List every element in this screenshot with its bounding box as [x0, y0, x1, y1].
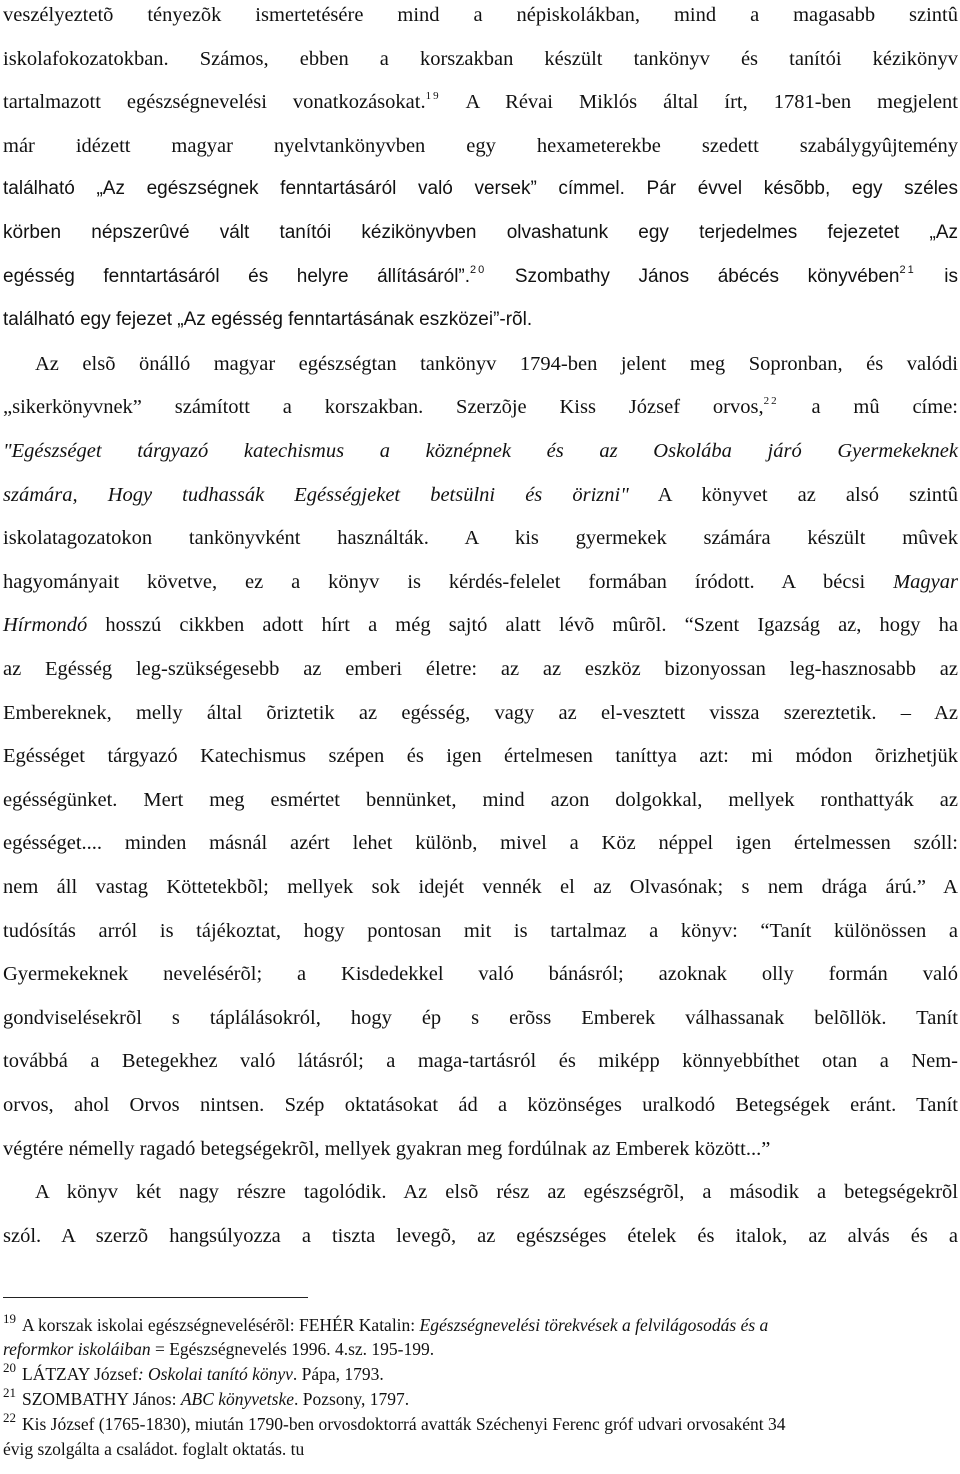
text-run: A könyvet az alsó szintû: [628, 483, 958, 506]
text-run: továbbá a Betegekhez való látásról; a maga-tartásról és miképp könnyebbíthet otan a Nem-: [3, 1050, 958, 1073]
text-run: Gyermekeknek nevelésérõl; a Kisdedekkel való bánásról; azoknak olly formán való: [3, 963, 958, 986]
footnote-reference: 21: [899, 263, 916, 276]
text-run: hagyományait követve, ez a könyv is kérdés-felelet formában íródott. A bécsi: [3, 570, 894, 593]
text-line: [3, 1046, 958, 1076]
text-run: már idézett magyar nyelvtankönyvben egy hexameterekbe szedett szabálygyûjtemény: [3, 134, 958, 157]
text-run: . Pozsony, 1797.: [294, 1389, 410, 1409]
text-line: [3, 610, 958, 640]
text-line: [3, 1134, 958, 1164]
text-line: [3, 174, 958, 204]
footnote-number: 20: [3, 1360, 16, 1375]
footnote-number: 21: [3, 1385, 16, 1400]
text-line: [3, 392, 958, 422]
text-line: [3, 698, 958, 728]
text-run: orvos, ahol Orvos nintsen. Szép oktatásokat ád a közönséges uralkodó Betegségek eránt. Tanít: [3, 1094, 958, 1116]
text-run: tartalmazott egészségnevelési vonatkozásokat.: [3, 91, 426, 114]
text-line: [3, 436, 958, 466]
text-run: évig szolgálta a családot. foglalt oktatás. tu: [3, 1439, 305, 1459]
text-line: [3, 916, 958, 946]
text-run: Egésséget tárgyazó Katechismus szépen és igen értelmesen taníttya azt: mi módon õrizhetjük: [3, 745, 958, 768]
text-line: [3, 218, 958, 248]
text-run: körben népszerûvé vált tanítói kézikönyvben olvashatunk egy terjedelmes fejezetet „Az: [3, 222, 958, 243]
text-run: található „Az egészségnek fenntartásáról való versek” címmel. Pár évvel késõbb, egy széles: [3, 178, 958, 200]
text-run: Szombathy János ábécés könyvében: [486, 265, 900, 287]
footnote-line: [3, 1313, 958, 1337]
footnote-line: [3, 1387, 958, 1411]
text-run: LÁTZAY József: [22, 1364, 138, 1384]
text-run: hosszú cikkben adott hírt a még sajtó alatt lévõ mûrõl. “Szent Igazság az, hogy ha: [87, 614, 958, 637]
italic-text: Egészségnevelési törekvések a felvilágosodás és a: [419, 1315, 769, 1335]
text-run: A Révai Miklós által írt, 1781-ben megjelent: [440, 91, 958, 114]
text-run: Embereknek, melly által õriztetik az egésség, vagy az el-vesztett vissza szereztetik. – Az: [3, 701, 958, 724]
text-line: [3, 785, 958, 815]
footnote-line: [3, 1437, 958, 1461]
text-run: egésségünket. Mert meg esmértet bennünket, mind azon dolgokkal, mellyek ronthattyák az: [3, 788, 958, 811]
text-run: iskolatagozatokon tankönyvként használták. A kis gyermekek számára készült mûvek: [3, 527, 958, 550]
text-line: [3, 262, 958, 292]
text-run: . Pápa, 1793.: [292, 1364, 384, 1384]
footnote-line: [3, 1362, 958, 1386]
text-line: [3, 1221, 958, 1251]
text-run: a mû címe:: [778, 396, 958, 419]
italic-text: ABC könyvetske: [180, 1389, 295, 1409]
text-line: [35, 349, 958, 379]
text-line: [3, 305, 958, 335]
italic-text: Hírmondó: [3, 614, 88, 637]
text-run: végtére némelly ragadó betegségekrõl, mellyek gyakran meg fordúlnak az Emberek között...”: [3, 1137, 771, 1160]
text-line: [3, 654, 958, 684]
text-run: is: [915, 265, 959, 287]
text-run: veszélyeztetõ tényezõk ismertetésére mind a népiskolákban, mind a magasabb szintû: [3, 4, 958, 26]
text-run: Kis József (1765-1830), miután 1790-ben orvosdoktorrá avatták Széchenyi Ferenc gróf udvari orvosaként 34: [22, 1414, 786, 1434]
text-line: [3, 131, 958, 161]
text-run: szól. A szerzõ hangsúlyozza a tiszta levegõ, az egészséges ételek és italok, az alvás és a: [3, 1224, 958, 1247]
text-line: [3, 87, 958, 117]
footnote-number: 22: [3, 1410, 16, 1425]
text-run: = Egészségnevelés 1996. 4.sz. 195-199.: [150, 1339, 435, 1359]
text-run: A korszak iskolai egészségnevelésérõl: FEHÉR Katalin:: [22, 1315, 420, 1335]
text-line: [3, 567, 958, 597]
text-run: az Egésség leg-szükségesebb az emberi életre: az az eszköz bizonyossan leg-hasznosabb az: [3, 658, 958, 680]
footnote-separator: [3, 1297, 308, 1298]
italic-text: reformkor iskoláiban: [3, 1339, 151, 1359]
text-line: [3, 828, 958, 858]
text-run: „sikerkönyvnek” számított a korszakban. Szerzõje Kiss József orvos,: [3, 396, 764, 419]
footnote-line: [3, 1337, 958, 1361]
text-line: [3, 1090, 958, 1120]
text-line: [3, 44, 958, 74]
text-run: található egy fejezet „Az egésség fenntartásának eszközei”-rõl.: [3, 309, 533, 331]
text-line: [3, 741, 958, 771]
text-run: SZOMBATHY János:: [22, 1389, 181, 1409]
text-line: [3, 0, 958, 30]
italic-text: Magyar: [893, 570, 958, 593]
footnote-reference: 20: [470, 263, 487, 276]
text-line: [3, 523, 958, 553]
footnote-line: [3, 1412, 958, 1436]
text-line: [35, 1177, 958, 1207]
footnote-reference: 19: [425, 90, 441, 103]
italic-text: : Oskolai tanító könyv: [137, 1364, 293, 1384]
text-run: egésséget.... minden másnál azért lehet különb, mivel a Köz néppel igen értelmessen szóll:: [3, 832, 958, 855]
text-run: Az elsõ önálló magyar egészségtan tankönyv 1794-ben jelent meg Sopronban, és valódi: [35, 352, 958, 375]
footnote-number: 19: [3, 1311, 16, 1326]
text-line: [3, 1003, 958, 1033]
text-run: A könyv két nagy részre tagolódik. Az elsõ rész az egészségrõl, a második a betegségekrõl: [35, 1181, 958, 1204]
text-run: nem áll vastag Köttetekbõl; mellyek sok idejét vennék el az Olvasónak; s nem drága árú.” A: [3, 876, 958, 898]
text-line: [3, 480, 958, 510]
italic-text: "Egészséget tárgyazó katechismus a köznépnek és az Oskolába járó Gyermekeknek: [3, 440, 958, 462]
footnote-reference: 22: [763, 395, 779, 408]
italic-text: számára, Hogy tudhassák Egésségjeket betsülni és örizni": [3, 483, 629, 506]
text-run: tudósítás arról is tájékoztat, hogy pontosan mit is tartalmaz a könyv: “Tanít különössen a: [3, 919, 958, 942]
text-run: egésség fenntartásáról és helyre állításáról”.: [3, 265, 471, 287]
text-line: [3, 872, 958, 902]
text-run: gondviselésekrõl s táplálásokról, hogy ép s erõss Emberek válhassanak belõllök. Tanít: [3, 1006, 958, 1029]
text-run: iskolafokozatokban. Számos, ebben a korszakban készült tankönyv és tanítói kézikönyv: [3, 47, 958, 70]
text-line: [3, 959, 958, 989]
